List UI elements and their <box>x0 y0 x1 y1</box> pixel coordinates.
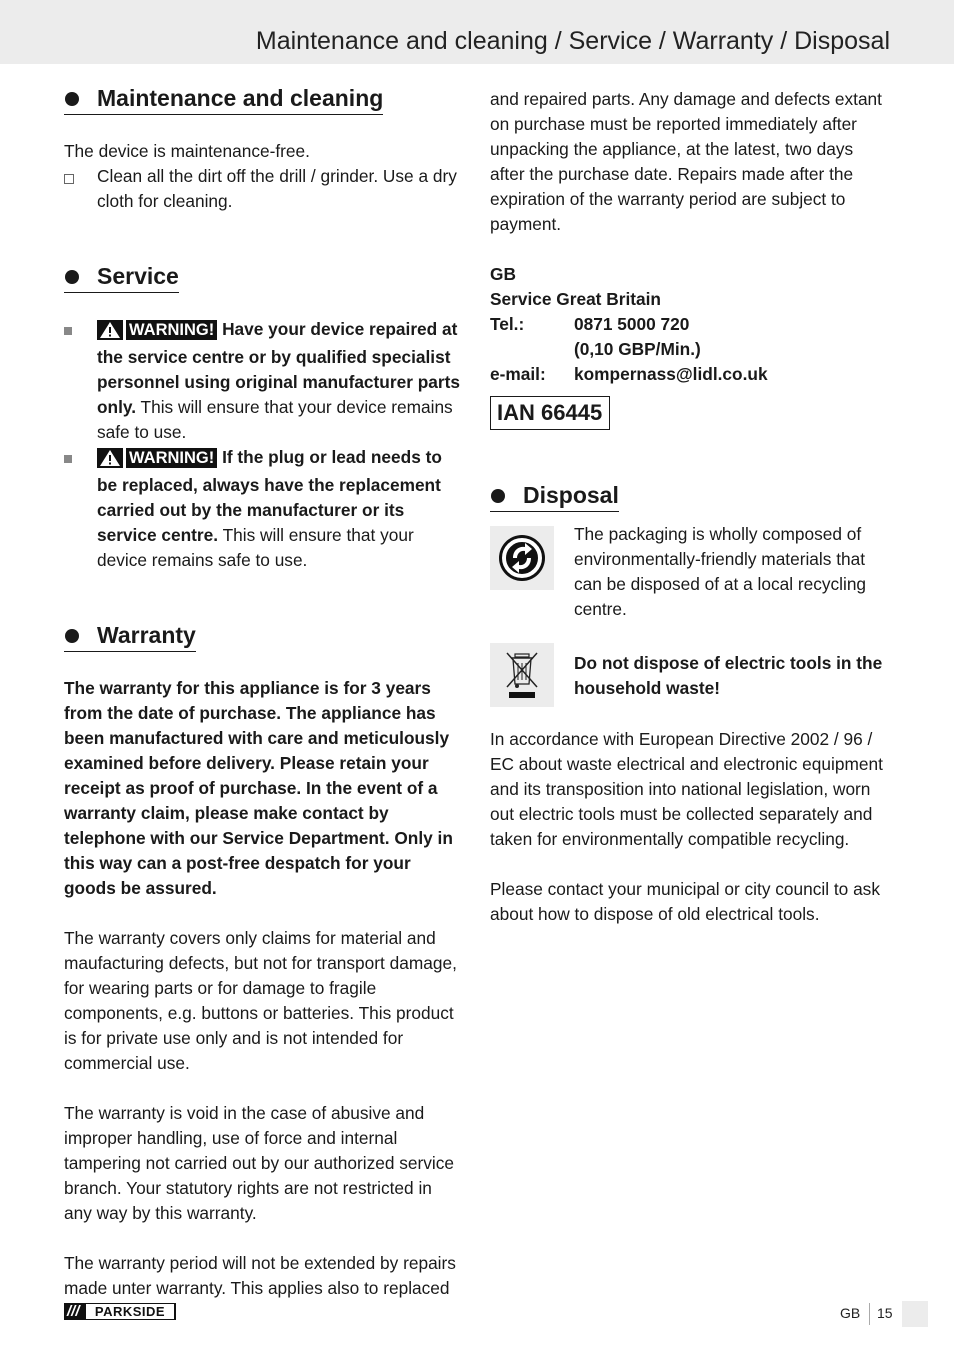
warranty-coverage: The warranty covers only claims for material and maufacturing defects, but not for transport damage, for wearing parts or for damage to fragile components, e.g. buttons or batteries. This product is for private use only and is not intended for commercial use. <box>64 928 457 1073</box>
checkbox-icon <box>64 174 74 184</box>
heading-bullet <box>491 489 505 503</box>
contact-country: GB <box>490 264 516 284</box>
service-warning-2: WARNING! If the plug or lead needs to be replaced, always have the replacement carried out by the manufacturer or its service centre. This will ensure that your device remains safe to use. <box>64 445 462 573</box>
heading-bullet <box>65 629 79 643</box>
bullet-icon <box>64 455 72 463</box>
footer-tab <box>902 1301 928 1327</box>
email-address: kompernass@lidl.co.uk <box>574 364 768 384</box>
maintenance-step: Clean all the dirt off the drill / grinder. Use a dry cloth for cleaning. <box>64 164 462 214</box>
footer-language: GB <box>840 1305 861 1321</box>
weee-row <box>490 647 890 707</box>
page-title: Maintenance and cleaning / Service / Warranty / Disposal <box>255 27 890 55</box>
footer-divider <box>869 1303 870 1325</box>
warranty-terms: The warranty for this appliance is for 3 years from the date of purchase. The appliance has been manufactured with care and meticulously examined before delivery. Please retain your receipt as proof of purchase. In the event of a warranty claim, please make contact by telephone with our Service Department. Only in this way can a post-free despatch for your goods be assured. <box>64 678 453 898</box>
packaging-text: The packaging is wholly composed of environmentally-friendly materials that can be disposed of at a local recycling centre. <box>574 524 867 619</box>
contact-rate: (0,10 GBP/Min.) <box>574 339 701 359</box>
left-column <box>64 84 462 1301</box>
recycling-green-dot-icon <box>490 526 554 590</box>
weee-warning: Do not dispose of electric tools in the household waste! <box>574 653 883 698</box>
heading-bullet <box>65 270 79 284</box>
disposal-heading: Disposal <box>490 481 619 512</box>
contact-email: e-mail: kompernass@lidl.co.uk <box>490 362 890 387</box>
heading-bullet <box>65 92 79 106</box>
warranty-heading: Warranty <box>64 621 196 652</box>
contact-tel: Tel.: 0871 5000 720 <box>490 312 890 337</box>
warranty-void: The warranty is void in the case of abusive and improper handling, use of force and internal tampering not carried out by our authorized service branch. Your statutory rights are not restricted in any way by this warranty. <box>64 1103 454 1223</box>
warning-triangle-icon <box>97 320 123 340</box>
council-contact-text: Please contact your municipal or city council to ask about how to dispose of old electrical tools. <box>490 879 880 924</box>
warning-triangle-icon <box>97 448 123 468</box>
service-warning-1: WARNING! Have your device repaired at the service centre or by qualified specialist personnel using original manufacturer parts only. This will ensure that your device remains safe to use. <box>64 317 462 445</box>
parkside-logo: /// PARKSIDE <box>64 1303 176 1320</box>
ian-number: IAN 66445 <box>490 396 610 430</box>
maintenance-heading: Maintenance and cleaning <box>64 84 383 115</box>
packaging-row <box>490 524 890 622</box>
warning-badge: WARNING! <box>97 320 217 345</box>
warning-badge: WARNING! <box>97 448 217 473</box>
service-heading: Service <box>64 262 179 293</box>
phone-number: 0871 5000 720 <box>574 314 690 334</box>
service-contact <box>490 262 890 387</box>
warranty-period: The warranty period will not be extended by repairs made unter warranty. This applies also to replaced <box>64 1253 456 1298</box>
right-column <box>490 84 890 927</box>
page-number: 15 <box>877 1305 893 1321</box>
maintenance-intro: The device is maintenance-free. <box>64 141 310 161</box>
crossed-bin-icon <box>490 643 554 707</box>
directive-text: In accordance with European Directive 2002 / 96 / EC about waste electrical and electronic equipment and its transposition into national legislation, worn out electric tools must be collected separately and taken for environmentally compatible recycling. <box>490 729 883 849</box>
ian-box-wrap <box>490 396 890 430</box>
bullet-icon <box>64 327 72 335</box>
warranty-period-cont: and repaired parts. Any damage and defects extant on purchase must be reported immediately after unpacking the appliance, at the latest, two days after the purchase date. Repairs made after the expiration of the warranty period are subject to payment. <box>490 89 882 234</box>
contact-name: Service Great Britain <box>490 289 661 309</box>
